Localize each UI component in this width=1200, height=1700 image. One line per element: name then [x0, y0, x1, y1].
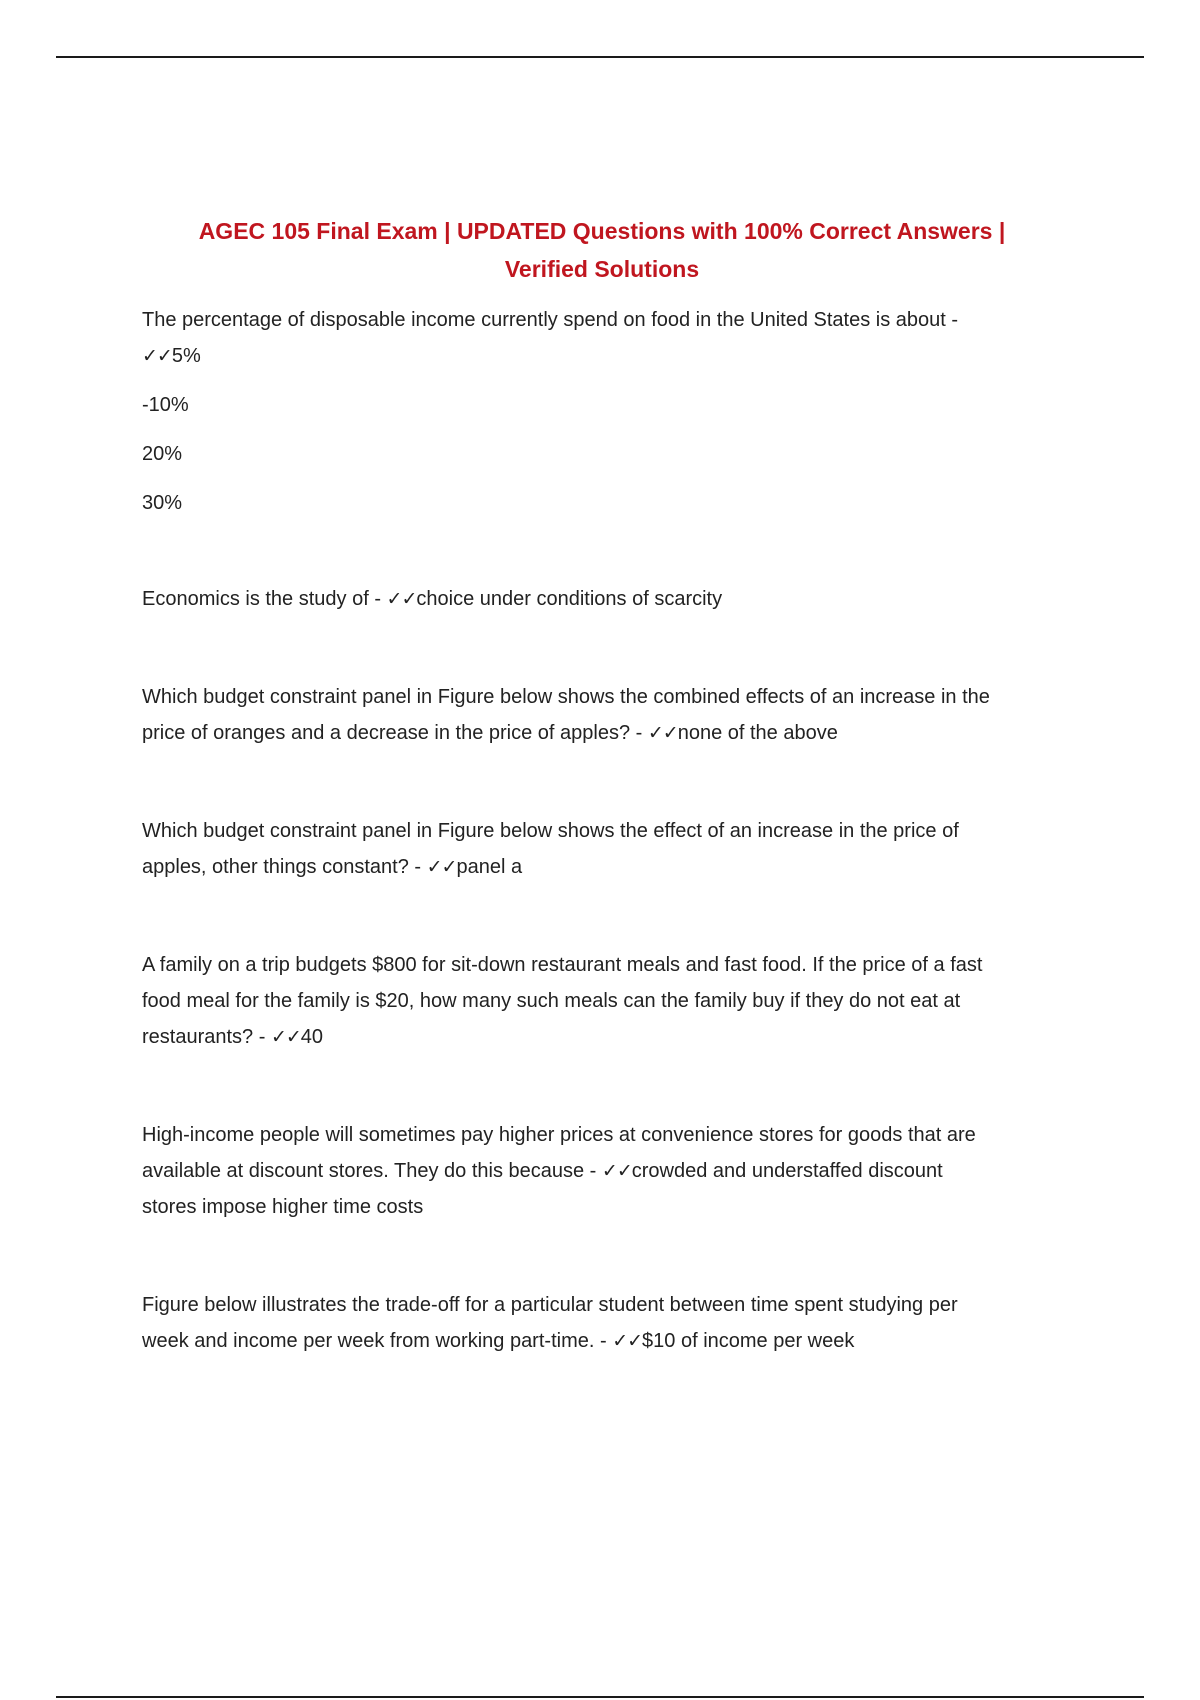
answer-text: choice under conditions of scarcity — [416, 588, 723, 610]
bottom-rule — [56, 1696, 1144, 1698]
answer-text: panel a — [456, 856, 523, 878]
question-4 — [142, 813, 1072, 885]
question-text: Which budget constraint panel in Figure below shows the combined effects of an increase in the — [142, 686, 990, 708]
check-icon: ✓✓ — [386, 588, 417, 610]
check-icon: ✓✓ — [612, 1330, 643, 1352]
answer-text-continued: stores impose higher time costs — [142, 1196, 424, 1218]
question-text-part: week and income per week from working part-time. - — [142, 1330, 613, 1352]
question-text-part: available at discount stores. They do this because - — [142, 1160, 602, 1182]
question-text — [142, 849, 1072, 885]
document-title — [142, 212, 1062, 288]
question-text: The percentage of disposable income currently spend on food in the United States is about - — [142, 309, 959, 331]
question-text — [142, 715, 1072, 751]
question-text: Which budget constraint panel in Figure below shows the effect of an increase in the price of — [142, 820, 959, 842]
question-1 — [142, 302, 1072, 521]
title-line-1: AGEC 105 Final Exam | UPDATED Questions with 100% Correct Answers | — [198, 218, 1006, 244]
question-text: High-income people will sometimes pay higher prices at convenience stores for goods that are — [142, 1124, 976, 1146]
check-icon: ✓✓ — [142, 345, 172, 367]
question-2 — [142, 581, 1072, 617]
document-body — [142, 212, 1072, 1359]
question-text: A family on a trip budgets $800 for sit-down restaurant meals and fast food. If the price of a fast — [142, 954, 983, 976]
question-text: Figure below illustrates the trade-off for a particular student between time spent studying per — [142, 1294, 958, 1316]
question-text — [142, 1019, 1072, 1055]
question-5 — [142, 947, 1072, 1055]
top-rule — [56, 56, 1144, 58]
option-item: 30% — [142, 492, 183, 514]
check-icon: ✓✓ — [270, 1026, 301, 1048]
question-7 — [142, 1287, 1072, 1359]
option-item: 20% — [142, 443, 183, 465]
answer-text: 40 — [300, 1026, 324, 1048]
question-text — [142, 1323, 1072, 1359]
question-3 — [142, 679, 1072, 751]
question-text-part: restaurants? - — [142, 1026, 271, 1048]
check-icon: ✓✓ — [426, 856, 457, 878]
check-icon: ✓✓ — [601, 1160, 632, 1182]
answer-text: crowded and understaffed discount — [631, 1160, 943, 1182]
question-6 — [142, 1117, 1072, 1225]
answer-line — [142, 338, 1072, 374]
question-text-part: Economics is the study of - — [142, 588, 387, 610]
question-text — [142, 1153, 1072, 1189]
check-icon: ✓✓ — [647, 722, 678, 744]
answer-text: none of the above — [677, 722, 838, 744]
question-text — [142, 581, 1072, 617]
title-line-2: Verified Solutions — [504, 256, 700, 282]
question-text-part: price of oranges and a decrease in the price of apples? - — [142, 722, 648, 744]
option-item: -10% — [142, 394, 189, 416]
answer-text: $10 of income per week — [642, 1330, 855, 1352]
question-text-part: apples, other things constant? - — [142, 856, 427, 878]
answer-text: 5% — [171, 345, 201, 367]
question-text: food meal for the family is $20, how many such meals can the family buy if they do not eat at — [142, 990, 961, 1012]
